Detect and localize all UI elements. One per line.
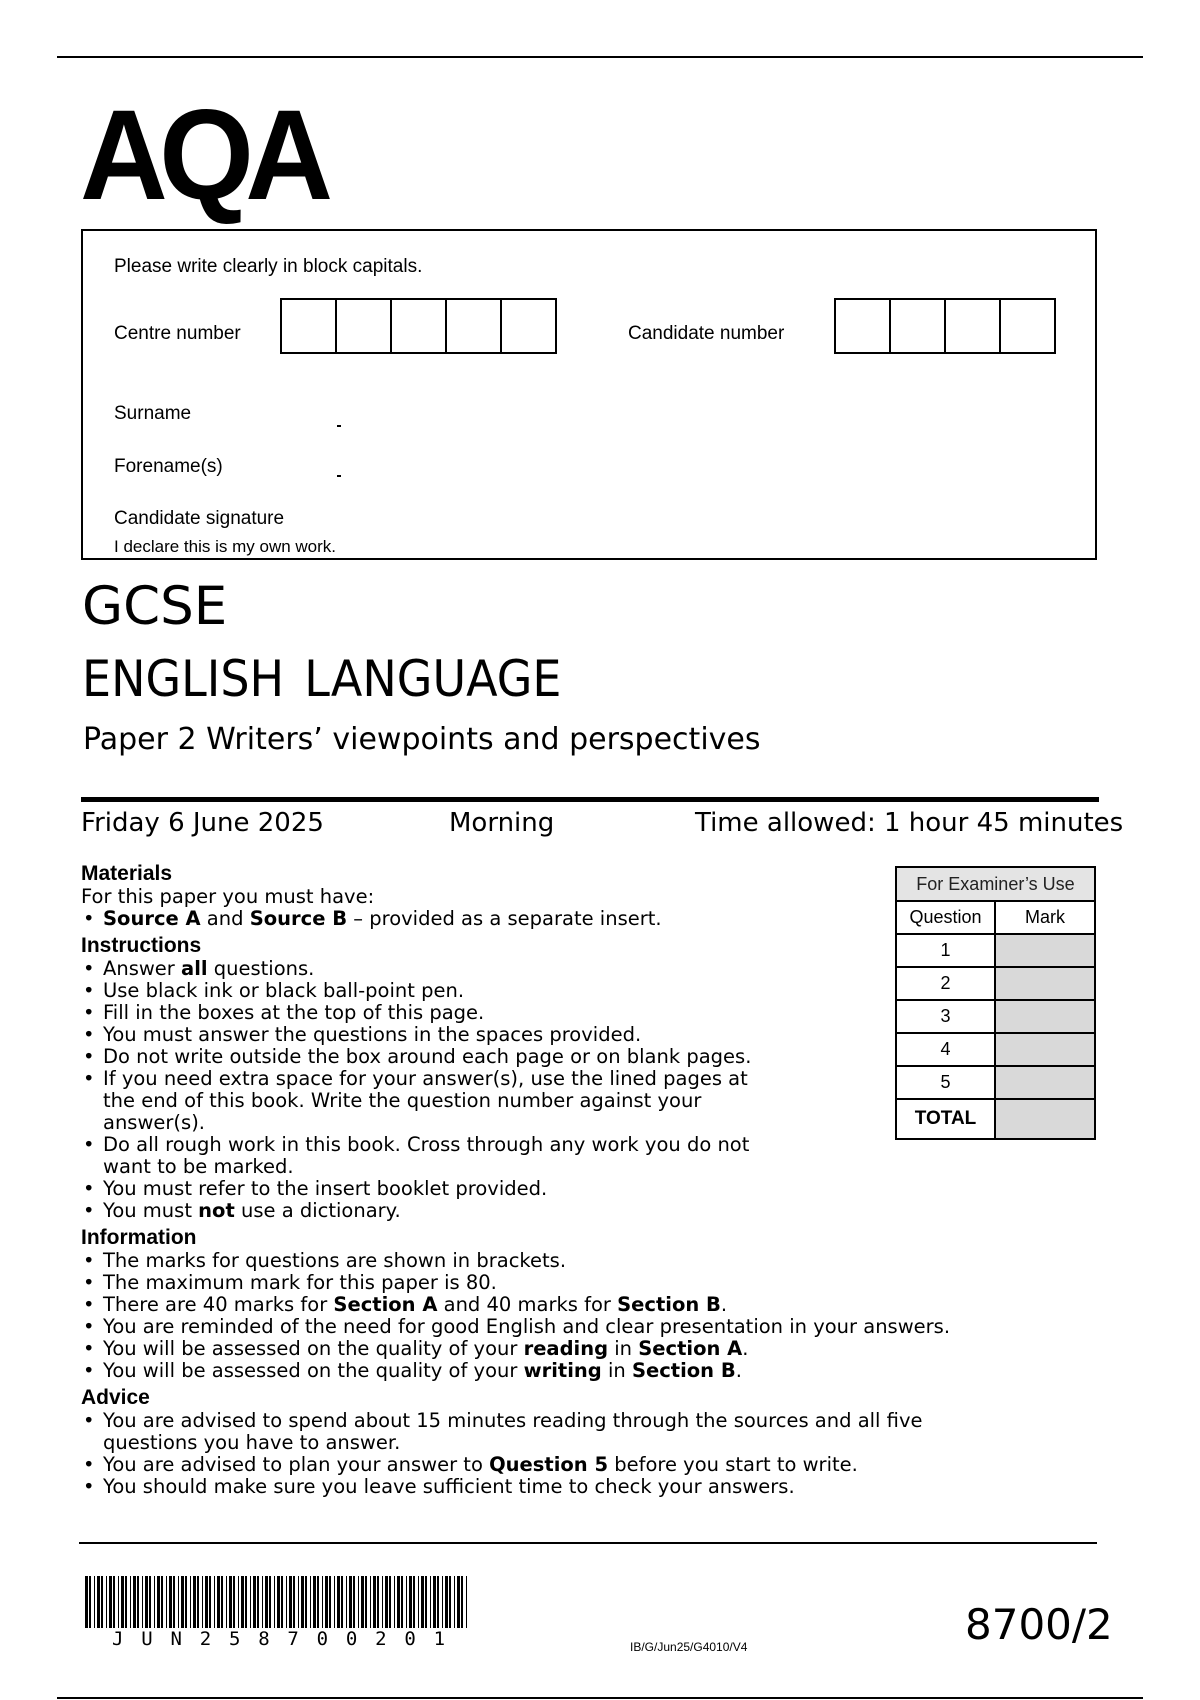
centre-number-boxes[interactable]	[282, 298, 557, 354]
aqa-logo: AQA	[80, 84, 325, 227]
examiner-caption: For Examiner’s Use	[896, 867, 1095, 901]
barcode-bar	[445, 1576, 448, 1628]
barcode-bar	[370, 1576, 371, 1628]
barcode-bar	[322, 1576, 323, 1628]
subject-title: ENGLISH LANGUAGE	[82, 650, 562, 708]
barcode-bar	[286, 1576, 287, 1628]
barcode-bar	[353, 1576, 355, 1628]
barcode-bar	[193, 1576, 196, 1628]
barcode-bar	[269, 1576, 271, 1628]
centre-digit-box[interactable]	[335, 298, 392, 354]
barcode-bar	[166, 1576, 167, 1628]
centre-number-label: Centre number	[114, 323, 241, 344]
list-item: • You are advised to spend about 15 minutes reading through the sources and all five questions you have to answer.	[81, 1410, 961, 1454]
barcode-bar	[197, 1576, 199, 1628]
mark-cell[interactable]	[995, 1066, 1095, 1099]
barcode-bar	[157, 1576, 160, 1628]
barcode-bar	[173, 1576, 175, 1628]
candidate-digit-box[interactable]	[889, 298, 946, 354]
candidate-digit-box[interactable]	[999, 298, 1056, 354]
barcode-bar	[413, 1576, 415, 1628]
barcode-bar	[262, 1576, 263, 1628]
barcode-bar	[214, 1576, 215, 1628]
barcode-bar	[301, 1576, 304, 1628]
barcode-bar	[365, 1576, 367, 1628]
candidate-number-label: Candidate number	[628, 323, 785, 344]
barcode-bar	[233, 1576, 235, 1628]
barcode-bar	[325, 1576, 328, 1628]
candidate-number-boxes[interactable]	[836, 298, 1056, 354]
barcode-bar	[433, 1576, 436, 1628]
rubric	[81, 862, 981, 1502]
list-item: • Fill in the boxes at the top of this page.	[81, 1002, 781, 1024]
list-item: • There are 40 marks for Section A and 40 marks for Section B.	[81, 1294, 981, 1316]
barcode-bar	[454, 1576, 455, 1628]
barcode-bar	[109, 1576, 112, 1628]
barcode-bar	[358, 1576, 359, 1628]
list-item: • You are reminded of the need for good English and clear presentation in your answers.	[81, 1316, 981, 1338]
barcode-bar	[209, 1576, 211, 1628]
barcode-bar	[442, 1576, 443, 1628]
barcode-bar	[394, 1576, 395, 1628]
barcode-bar	[449, 1576, 451, 1628]
barcode-bar	[145, 1576, 148, 1628]
question-number: 5	[896, 1066, 995, 1099]
barcode-bar	[305, 1576, 307, 1628]
surname-label: Surname	[114, 403, 192, 424]
advice-list	[81, 1410, 961, 1498]
centre-digit-box[interactable]	[500, 298, 557, 354]
barcode-bar	[418, 1576, 419, 1628]
bottom-rule	[57, 1697, 1143, 1699]
materials-heading: Materials	[81, 862, 173, 885]
examiner-use-table	[895, 866, 1096, 1140]
barcode-bar	[94, 1576, 95, 1628]
barcode-bar	[229, 1576, 232, 1628]
heavy-rule	[81, 797, 1099, 802]
barcode-bar	[169, 1576, 172, 1628]
centre-digit-box[interactable]	[445, 298, 502, 354]
barcode-bar	[202, 1576, 203, 1628]
barcode-bar	[361, 1576, 364, 1628]
barcode-bar	[298, 1576, 299, 1628]
barcode-bar	[406, 1576, 407, 1628]
list-item: • You must refer to the insert booklet provided.	[81, 1178, 781, 1200]
barcode-bar	[205, 1576, 208, 1628]
list-item: • Source A and Source B – provided as a separate insert.	[81, 908, 981, 930]
barcode-bar	[334, 1576, 335, 1628]
list-item: • Do all rough work in this book. Cross through any work you do not want to be marked.	[81, 1134, 781, 1178]
barcode-bar	[130, 1576, 131, 1628]
barcode-bar	[238, 1576, 239, 1628]
instructions-list	[81, 958, 781, 1222]
barcode	[85, 1576, 470, 1628]
total-label: TOTAL	[896, 1099, 995, 1139]
barcode-bar	[346, 1576, 347, 1628]
instructions-heading: Instructions	[81, 934, 202, 957]
list-item: • If you need extra space for your answer(s), use the lined pages at the end of this book. Write the question number against your answer(s).	[81, 1068, 753, 1134]
list-item: • You must answer the questions in the spaces provided.	[81, 1024, 781, 1046]
barcode-bar	[226, 1576, 227, 1628]
barcode-bar	[142, 1576, 143, 1628]
barcode-bar	[245, 1576, 247, 1628]
top-rule	[57, 56, 1143, 58]
forename-label: Forename(s)	[114, 456, 223, 477]
barcode-bar	[190, 1576, 191, 1628]
centre-digit-box[interactable]	[390, 298, 447, 354]
materials-list	[81, 908, 981, 930]
list-item: • Do not write outside the box around each page or on blank pages.	[81, 1046, 781, 1068]
barcode-bar	[241, 1576, 244, 1628]
barcode-bar	[221, 1576, 223, 1628]
barcode-bar	[277, 1576, 280, 1628]
question-column-header: Question	[896, 901, 995, 934]
question-number: 2	[896, 967, 995, 1000]
barcode-bar	[113, 1576, 115, 1628]
barcode-bar	[373, 1576, 376, 1628]
forename-field[interactable]	[337, 475, 341, 477]
list-item: • You will be assessed on the quality of your writing in Section B.	[81, 1360, 981, 1382]
barcode-bar	[437, 1576, 439, 1628]
exam-date: Friday 6 June 2025	[81, 808, 324, 838]
barcode-bar	[149, 1576, 151, 1628]
barcode-bar	[397, 1576, 400, 1628]
list-item: • You are advised to plan your answer to Question 5 before you start to write.	[81, 1454, 961, 1476]
barcode-bar	[461, 1576, 463, 1628]
paper-title: Paper 2 Writers’ viewpoints and perspectives	[83, 722, 761, 757]
barcode-bar	[185, 1576, 187, 1628]
barcode-bar	[401, 1576, 403, 1628]
barcode-bar	[125, 1576, 127, 1628]
barcode-bar	[430, 1576, 431, 1628]
barcode-bar	[217, 1576, 220, 1628]
information-list	[81, 1250, 981, 1382]
candidate-digit-box[interactable]	[834, 298, 891, 354]
signature-label: Candidate signature	[114, 508, 285, 529]
question-number: 3	[896, 1000, 995, 1033]
total-mark-cell[interactable]	[995, 1099, 1095, 1139]
paper-code: 8700/2	[965, 1600, 1113, 1649]
barcode-bar	[178, 1576, 179, 1628]
exam-session: Morning	[449, 808, 555, 838]
barcode-bar	[389, 1576, 391, 1628]
barcode-bar	[421, 1576, 424, 1628]
document-reference: IB/G/Jun25/G4010/V4	[630, 1640, 748, 1654]
barcode-bar	[250, 1576, 251, 1628]
barcode-bar	[85, 1576, 88, 1628]
information-heading: Information	[81, 1226, 197, 1249]
surname-field[interactable]	[337, 425, 341, 427]
barcode-bar	[89, 1576, 91, 1628]
list-item: • You will be assessed on the quality of your reading in Section A.	[81, 1338, 981, 1360]
barcode-bar	[121, 1576, 124, 1628]
barcode-bar	[317, 1576, 319, 1628]
barcode-bar	[154, 1576, 155, 1628]
barcode-bar	[181, 1576, 184, 1628]
barcode-bar	[289, 1576, 292, 1628]
barcode-bar	[118, 1576, 119, 1628]
barcode-bar	[425, 1576, 427, 1628]
barcode-bar	[329, 1576, 331, 1628]
barcode-bar	[377, 1576, 379, 1628]
barcode-bar	[457, 1576, 460, 1628]
barcode-bar	[161, 1576, 163, 1628]
barcode-bar	[133, 1576, 136, 1628]
mark-column-header: Mark	[995, 901, 1095, 934]
list-item: • Answer all questions.	[81, 958, 781, 980]
barcode-bar	[349, 1576, 352, 1628]
qualification-title: GCSE	[82, 576, 228, 637]
candidate-digit-box[interactable]	[944, 298, 1001, 354]
barcode-bar	[106, 1576, 107, 1628]
centre-digit-box[interactable]	[280, 298, 337, 354]
mark-cell[interactable]	[995, 934, 1095, 967]
barcode-bar	[409, 1576, 412, 1628]
barcode-bar	[310, 1576, 311, 1628]
barcode-bar	[253, 1576, 256, 1628]
block-capitals-instruction: Please write clearly in block capitals.	[114, 256, 423, 277]
barcode-bar	[293, 1576, 295, 1628]
barcode-bar	[257, 1576, 259, 1628]
barcode-bar	[101, 1576, 103, 1628]
list-item: • You must not use a dictionary.	[81, 1200, 781, 1222]
barcode-bar	[281, 1576, 283, 1628]
mark-cell[interactable]	[995, 1033, 1095, 1066]
barcode-bar	[466, 1576, 467, 1628]
barcode-bar	[382, 1576, 383, 1628]
question-number: 1	[896, 934, 995, 967]
list-item: • The marks for questions are shown in brackets.	[81, 1250, 981, 1272]
barcode-bar	[137, 1576, 139, 1628]
question-number: 4	[896, 1033, 995, 1066]
list-item: • Use black ink or black ball-point pen.	[81, 980, 781, 1002]
list-item: • The maximum mark for this paper is 80.	[81, 1272, 981, 1294]
mark-cell[interactable]	[995, 1000, 1095, 1033]
footer-rule	[79, 1542, 1097, 1544]
barcode-bar	[385, 1576, 388, 1628]
barcode-bar	[341, 1576, 343, 1628]
barcode-bar	[337, 1576, 340, 1628]
advice-heading: Advice	[81, 1386, 150, 1409]
barcode-bar	[274, 1576, 275, 1628]
barcode-bar	[313, 1576, 316, 1628]
barcode-bar	[97, 1576, 100, 1628]
barcode-text: JUN258700201	[112, 1628, 463, 1650]
materials-intro: For this paper you must have:	[81, 885, 375, 908]
time-allowed: Time allowed: 1 hour 45 minutes	[695, 808, 1124, 838]
declaration-text: I declare this is my own work.	[114, 537, 337, 556]
list-item: • You should make sure you leave sufficient time to check your answers.	[81, 1476, 961, 1498]
mark-cell[interactable]	[995, 967, 1095, 1000]
barcode-bar	[265, 1576, 268, 1628]
